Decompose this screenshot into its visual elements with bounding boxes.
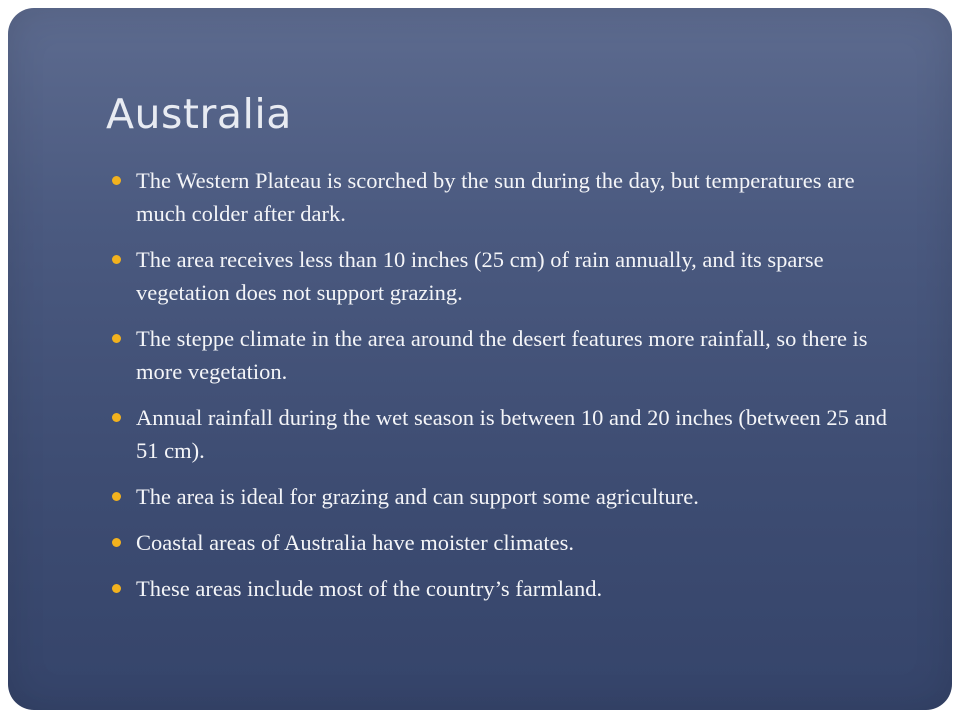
bullet-item [106, 572, 906, 605]
bullet-item [106, 401, 906, 467]
bullet-text: Annual rainfall during the wet season is between 10 and 20 inches (between 25 and 51 cm). [136, 405, 888, 463]
bullet-dot-icon [112, 492, 121, 501]
bullet-item [106, 164, 906, 230]
bullet-text: The steppe climate in the area around the desert features more rainfall, so there is more vegetation. [136, 326, 868, 384]
bullet-item [106, 322, 906, 388]
bullet-list [106, 164, 906, 618]
bullet-dot-icon [112, 584, 121, 593]
bullet-item [106, 243, 906, 309]
bullet-dot-icon [112, 413, 121, 422]
bullet-dot-icon [112, 334, 121, 343]
bullet-text: The area is ideal for grazing and can support some agriculture. [136, 484, 699, 509]
bullet-item [106, 526, 906, 559]
bullet-text: The area receives less than 10 inches (25 cm) of rain annually, and its sparse vegetation does not support grazing. [136, 247, 824, 305]
bullet-item [106, 480, 906, 513]
bullet-text: Coastal areas of Australia have moister climates. [136, 530, 574, 555]
bullet-dot-icon [112, 255, 121, 264]
bullet-dot-icon [112, 176, 121, 185]
bullet-text: These areas include most of the country’s farmland. [136, 576, 603, 601]
slide [8, 8, 952, 710]
bullet-dot-icon [112, 538, 121, 547]
bullet-text: The Western Plateau is scorched by the sun during the day, but temperatures are much colder after dark. [136, 168, 855, 226]
slide-title: Australia [106, 90, 292, 138]
